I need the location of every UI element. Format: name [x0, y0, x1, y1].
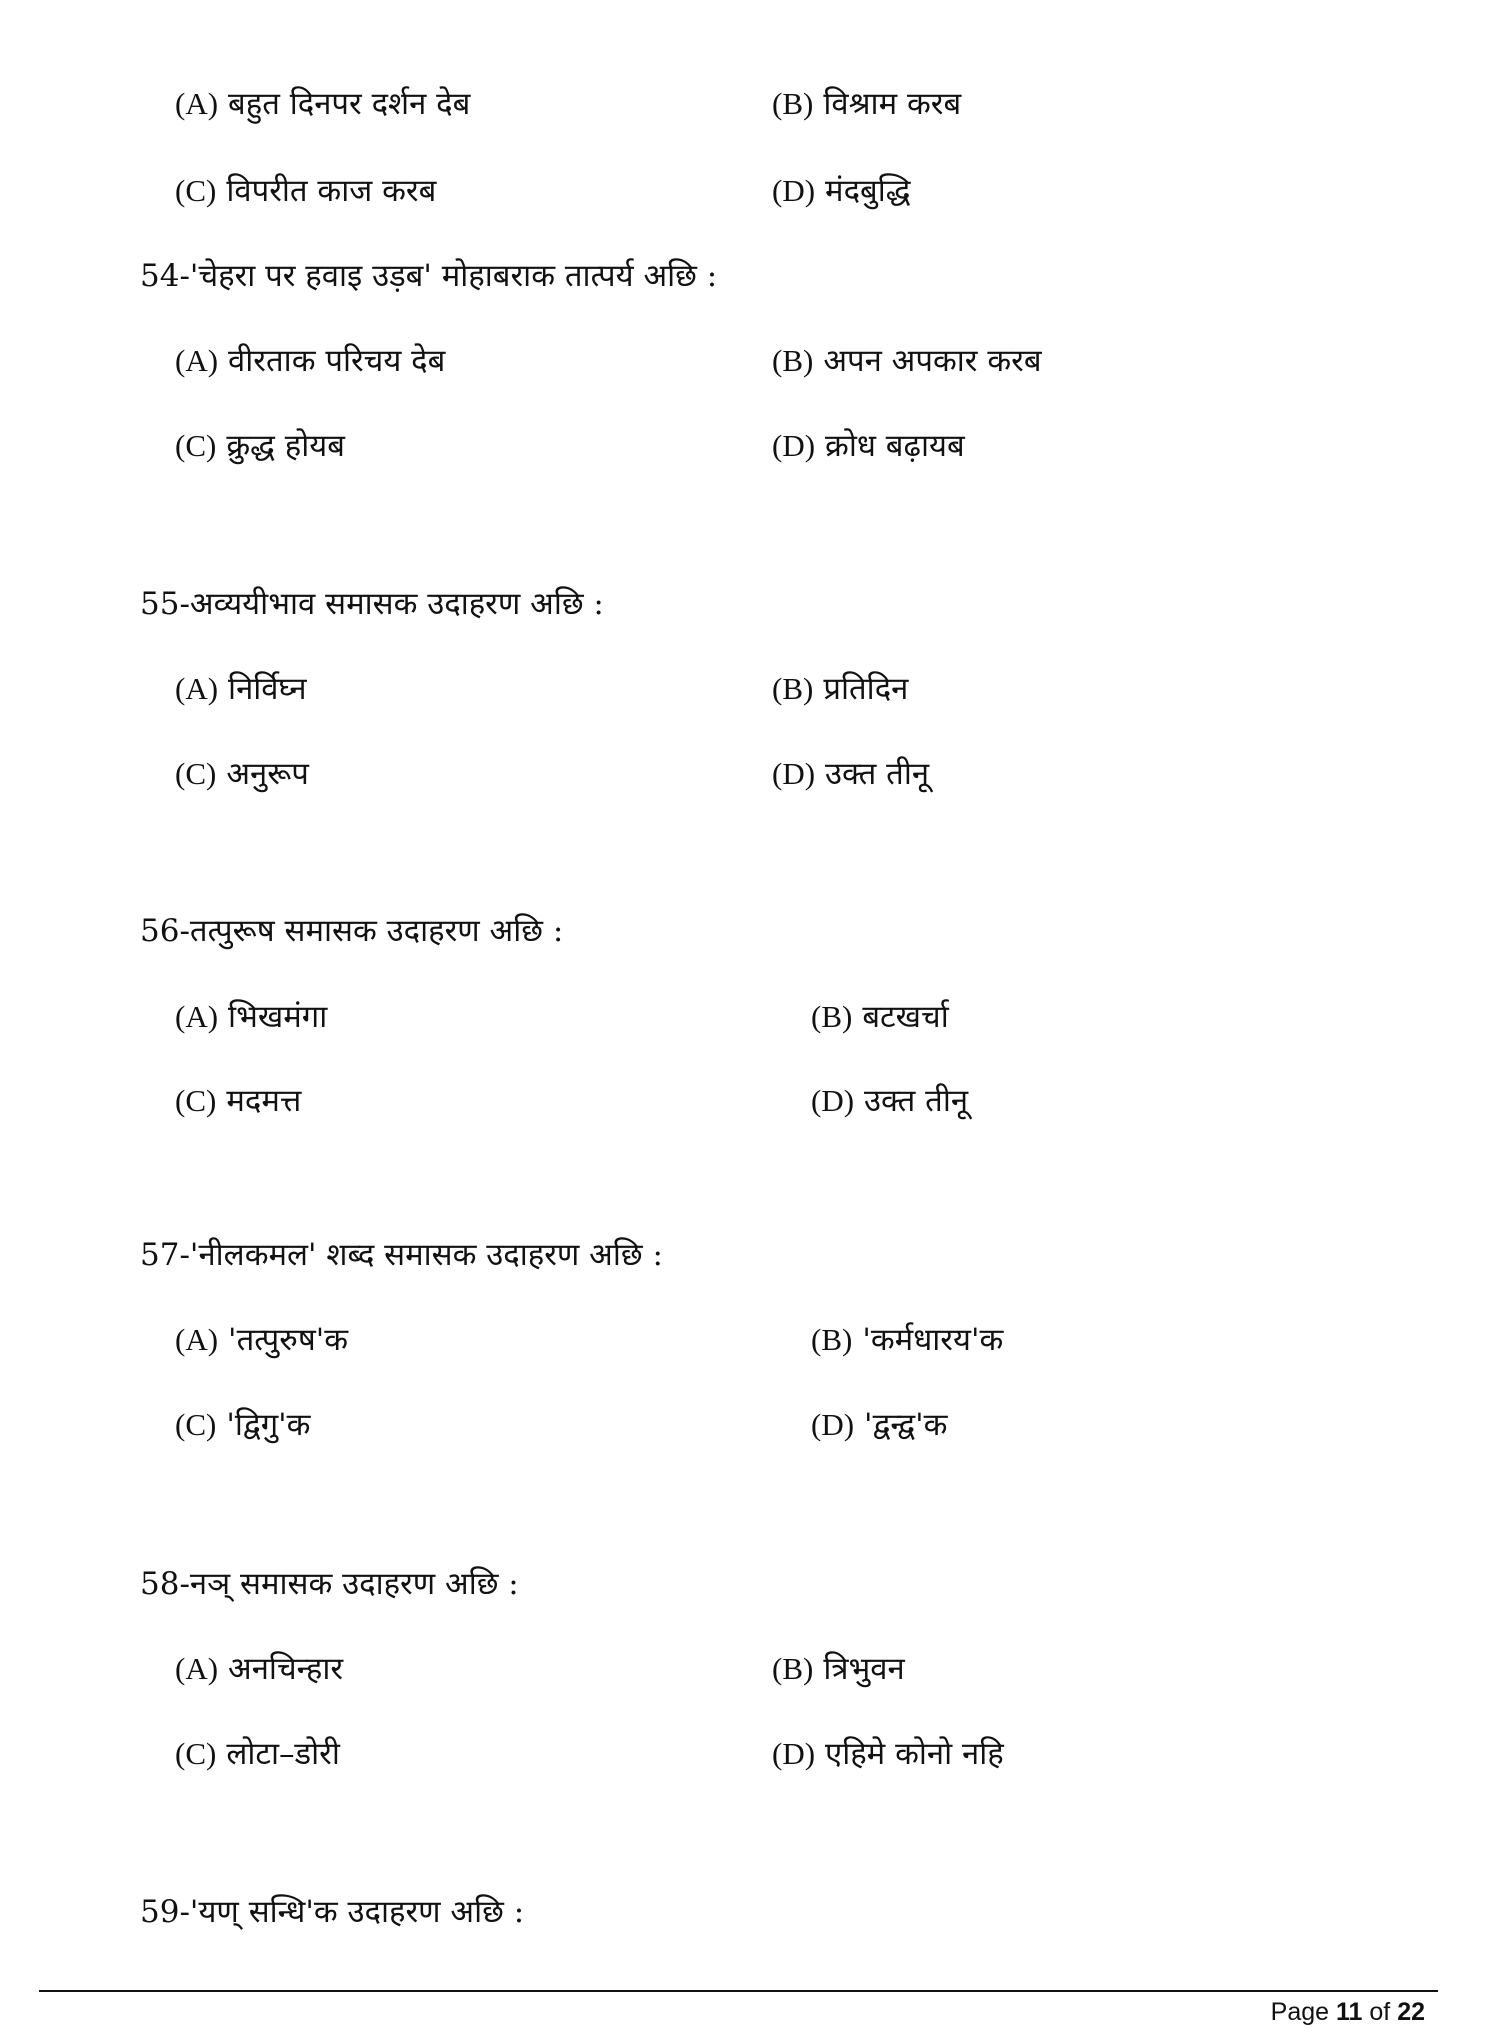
question-57: 57-'नीलकमल' शब्द समासक उदाहरण अछि :	[140, 1237, 663, 1273]
option-label: (D)	[772, 1736, 816, 1771]
option-text: त्रिभुवन	[823, 1651, 905, 1687]
option-label: (A)	[175, 1322, 219, 1357]
footer-divider	[39, 1990, 1438, 1992]
q54-option-a	[175, 341, 445, 381]
option-text: लोटा–डोरी	[226, 1736, 340, 1772]
option-label: (D)	[772, 756, 816, 791]
option-text: प्रतिदिन	[823, 671, 909, 707]
option-label: (D)	[811, 1407, 855, 1442]
option-text: एहिमे कोनो नहि	[825, 1736, 1004, 1772]
option-label: (C)	[175, 1736, 217, 1771]
option-label: (D)	[772, 428, 816, 463]
question-54: 54-'चेहरा पर हवाइ उड़ब' मोहाबराक तात्पर्य अछि :	[140, 258, 718, 294]
q57-option-d	[811, 1405, 947, 1445]
option-label: (B)	[811, 999, 853, 1034]
option-text: क्रोध बढ़ायब	[825, 428, 965, 464]
q56-option-a	[175, 997, 327, 1037]
option-text: 'द्वन्द्व'क	[864, 1407, 948, 1443]
option-label: (D)	[811, 1083, 855, 1118]
option-text: क्रुद्ध होयब	[226, 428, 345, 464]
option-label: (A)	[175, 1651, 219, 1686]
q58-option-d	[772, 1734, 1004, 1774]
option-label: (C)	[175, 756, 217, 791]
option-text: मंदबुद्धि	[825, 173, 911, 209]
option-text: अपन अपकार करब	[823, 343, 1042, 379]
option-text: 'तत्पुरुष'क	[228, 1322, 349, 1358]
option-label: (C)	[175, 173, 217, 208]
q57-option-a	[175, 1320, 348, 1360]
option-label: (C)	[175, 428, 217, 463]
q56-option-c	[175, 1081, 301, 1121]
option-text: वीरताक परिचय देब	[228, 343, 446, 379]
option-text: बटखर्चा	[862, 999, 949, 1035]
option-text: उक्त तीनू	[825, 756, 930, 792]
q55-option-b	[772, 669, 908, 709]
q57-option-c	[175, 1405, 311, 1445]
option-label: (D)	[772, 173, 816, 208]
option-text: उक्त तीनू	[864, 1083, 969, 1119]
q58-option-a	[175, 1649, 343, 1689]
option-text: निर्विघ्न	[228, 671, 307, 707]
option-label: (A)	[175, 343, 219, 378]
option-text: अनुरूप	[226, 756, 309, 792]
q53-option-b	[772, 84, 961, 124]
q58-option-c	[175, 1734, 340, 1774]
option-label: (C)	[175, 1083, 217, 1118]
q56-option-b	[811, 997, 949, 1037]
option-text: अनचिन्हार	[228, 1651, 344, 1687]
q53-option-a	[175, 84, 470, 124]
option-label: (C)	[175, 1407, 217, 1442]
q53-option-c	[175, 171, 436, 211]
option-label: (A)	[175, 999, 219, 1034]
q55-option-a	[175, 669, 307, 709]
current-page: 11	[1335, 1998, 1363, 2026]
question-56: 56-तत्पुरूष समासक उदाहरण अछि :	[140, 913, 564, 949]
option-label: (B)	[811, 1322, 853, 1357]
total-pages: 22	[1397, 1998, 1425, 2026]
q54-option-d	[772, 426, 965, 466]
question-59: 59-'यण् सन्धि'क उदाहरण अछि :	[140, 1894, 525, 1930]
option-text: विपरीत काज करब	[226, 173, 437, 209]
option-label: (A)	[175, 86, 219, 121]
q55-option-d	[772, 754, 929, 794]
question-58: 58-नञ् समासक उदाहरण अछि :	[140, 1566, 519, 1602]
question-55: 55-अव्ययीभाव समासक उदाहरण अछि :	[140, 586, 604, 622]
option-text: विश्राम करब	[823, 86, 962, 122]
option-text: भिखमंगा	[228, 999, 328, 1035]
option-text: मदमत्त	[226, 1083, 302, 1119]
option-text: 'कर्मधारय'क	[862, 1322, 1004, 1358]
q56-option-d	[811, 1081, 968, 1121]
q54-option-b	[772, 341, 1042, 381]
page-word: Page	[1270, 1998, 1330, 2026]
option-text: बहुत दिनपर दर्शन देब	[228, 86, 471, 122]
of-word: of	[1369, 1998, 1391, 2026]
q53-option-d	[772, 171, 911, 211]
q57-option-b	[811, 1320, 1003, 1360]
option-label: (B)	[772, 343, 814, 378]
q58-option-b	[772, 1649, 905, 1689]
option-label: (B)	[772, 671, 814, 706]
q54-option-c	[175, 426, 345, 466]
page-number	[1271, 1998, 1425, 2027]
option-text: 'द्विगु'क	[226, 1407, 311, 1443]
q55-option-c	[175, 754, 309, 794]
option-label: (B)	[772, 86, 814, 121]
option-label: (A)	[175, 671, 219, 706]
option-label: (B)	[772, 1651, 814, 1686]
